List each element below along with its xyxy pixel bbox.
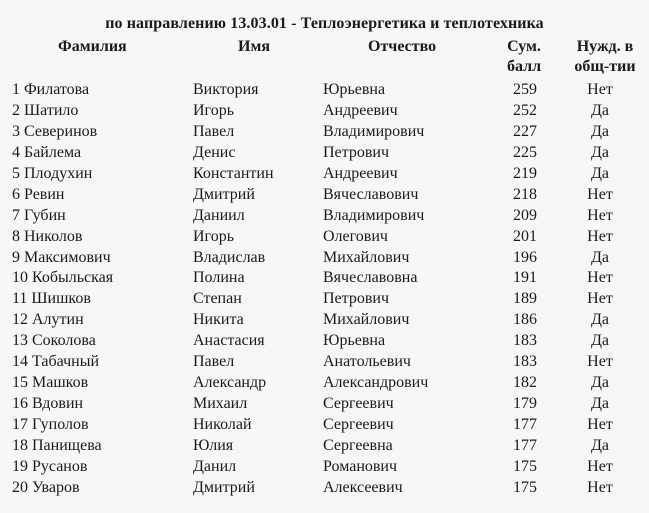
row-number: 18 [12, 436, 28, 454]
middle-name-cell: Андреевич [323, 164, 398, 182]
last-name-cell: Панищева [32, 436, 102, 454]
last-name-cell: Машков [32, 374, 89, 392]
row-number-and-last-name [12, 101, 78, 121]
score-cell: 201 [513, 227, 537, 245]
dormitory-need-cell: Да [590, 311, 609, 329]
middle-name-cell: Александрович [323, 374, 429, 392]
row-number-and-last-name [12, 310, 84, 330]
first-name-cell: Игорь [193, 101, 235, 119]
row-number: 3 [12, 122, 20, 140]
score-cell: 183 [513, 353, 537, 371]
row-number: 14 [12, 353, 28, 371]
header-score-line1: Сум. [507, 38, 541, 55]
row-number: 11 [12, 290, 28, 308]
table-row [0, 331, 649, 352]
middle-name-cell: Сергеевна [323, 436, 393, 454]
row-number-and-last-name [12, 164, 92, 184]
row-number-and-last-name [12, 185, 64, 205]
first-name-cell: Полина [193, 269, 245, 287]
row-number-and-last-name [12, 248, 111, 268]
row-number: 8 [12, 227, 20, 245]
middle-name-cell: Алексеевич [323, 478, 403, 496]
first-name-cell: Константин [193, 164, 274, 182]
header-first-name: Имя [238, 38, 270, 55]
dormitory-need-cell: Да [590, 374, 609, 392]
table-row [0, 80, 649, 101]
row-number: 2 [12, 101, 20, 119]
row-number-and-last-name [12, 268, 113, 288]
row-number: 9 [12, 248, 20, 266]
first-name-cell: Дмитрий [193, 478, 255, 496]
middle-name-cell: Вячеславович [323, 185, 419, 203]
row-number: 17 [12, 416, 28, 433]
first-name-cell: Денис [193, 143, 236, 161]
table-row [0, 352, 649, 373]
dormitory-need-cell: Нет [587, 457, 613, 475]
first-name-cell: Виктория [193, 81, 259, 98]
score-cell: 177 [513, 436, 537, 454]
dormitory-need-cell: Да [590, 122, 609, 140]
row-number: 5 [12, 164, 20, 182]
header-score-line2: балл [506, 58, 542, 75]
row-number-and-last-name [12, 352, 99, 372]
middle-name-cell: Андреевич [323, 101, 398, 119]
middle-name-cell: Владимирович [323, 206, 425, 224]
first-name-cell: Даниил [193, 206, 245, 224]
header-need-line2: общ-тии [574, 58, 636, 75]
row-number-and-last-name [12, 415, 89, 435]
last-name-cell: Филатова [24, 81, 90, 98]
row-number-and-last-name [12, 373, 88, 393]
first-name-cell: Степан [193, 290, 242, 308]
row-number: 19 [12, 457, 28, 475]
first-name-cell: Игорь [193, 227, 235, 245]
middle-name-cell: Романович [323, 457, 398, 475]
last-name-cell: Шатило [24, 101, 79, 119]
dormitory-need-cell: Да [590, 248, 609, 266]
dormitory-need-cell: Нет [587, 353, 613, 371]
page-title: по направлению 13.03.01 - Теплоэнергетика и теплотехника [105, 15, 544, 32]
dormitory-need-cell: Нет [587, 290, 613, 308]
row-number: 12 [12, 311, 28, 329]
score-cell: 252 [513, 101, 537, 119]
middle-name-cell: Сергеевич [323, 416, 394, 433]
last-name-cell: Алутин [32, 311, 84, 329]
score-cell: 191 [513, 269, 537, 287]
row-number-and-last-name [12, 206, 66, 226]
dormitory-need-cell: Нет [587, 206, 613, 224]
header-need-line1: Нужд. в [576, 38, 634, 55]
middle-name-cell: Петрович [323, 143, 390, 161]
row-number: 1 [12, 81, 20, 98]
last-name-cell: Русанов [32, 457, 88, 475]
middle-name-cell: Владимирович [323, 122, 425, 140]
row-number-and-last-name [12, 80, 89, 100]
last-name-cell: Плодухин [24, 164, 93, 182]
table-row [0, 373, 649, 394]
table-row [0, 164, 649, 185]
score-cell: 186 [513, 311, 537, 329]
dormitory-need-cell: Нет [587, 478, 613, 496]
table-body [0, 80, 649, 499]
middle-name-cell: Юрьевна [323, 81, 386, 98]
last-name-cell: Соколова [32, 332, 96, 350]
table-row [0, 206, 649, 227]
score-cell: 179 [513, 395, 537, 413]
middle-name-cell: Михайлович [323, 248, 410, 266]
table-row [0, 289, 649, 310]
score-cell: 196 [513, 248, 537, 266]
table-row [0, 457, 649, 478]
last-name-cell: Губин [24, 206, 66, 224]
first-name-cell: Дмитрий [193, 185, 255, 203]
first-name-cell: Владислав [193, 248, 266, 266]
table-row [0, 101, 649, 122]
score-cell: 259 [513, 81, 537, 98]
last-name-cell: Максимович [24, 248, 111, 266]
table-row [0, 394, 649, 415]
dormitory-need-cell: Да [590, 143, 609, 161]
table-row [0, 310, 649, 331]
row-number: 10 [12, 269, 28, 287]
middle-name-cell: Петрович [323, 290, 390, 308]
row-number-and-last-name [12, 331, 96, 351]
table-row [0, 478, 649, 499]
row-number: 4 [12, 143, 20, 161]
row-number-and-last-name [12, 436, 102, 456]
row-number: 6 [12, 185, 20, 203]
first-name-cell: Николай [193, 416, 252, 433]
table-row [0, 436, 649, 457]
table-row [0, 143, 649, 164]
first-name-cell: Данил [193, 457, 237, 475]
header-score [497, 37, 551, 77]
score-cell: 189 [513, 290, 537, 308]
middle-name-cell: Анатольевич [323, 353, 411, 371]
table-row [0, 248, 649, 269]
first-name-cell: Юлия [193, 436, 234, 454]
last-name-cell: Гуполов [32, 416, 89, 433]
score-cell: 177 [513, 416, 537, 433]
dormitory-need-cell: Да [590, 164, 609, 182]
table-row [0, 415, 649, 436]
row-number-and-last-name [12, 457, 87, 477]
first-name-cell: Павел [193, 353, 235, 371]
dormitory-need-cell: Нет [587, 269, 613, 287]
first-name-cell: Павел [193, 122, 235, 140]
table-row [0, 185, 649, 206]
last-name-cell: Северинов [24, 122, 98, 140]
row-number-and-last-name [12, 227, 82, 247]
header-middle-name: Отчество [368, 38, 437, 55]
row-number: 13 [12, 332, 28, 350]
middle-name-cell: Олегович [323, 227, 388, 245]
first-name-cell: Никита [193, 311, 244, 329]
last-name-cell: Ревин [24, 185, 65, 203]
last-name-cell: Вдовин [32, 395, 84, 413]
score-cell: 219 [513, 164, 537, 182]
row-number: 16 [12, 395, 28, 413]
score-cell: 227 [513, 122, 537, 140]
first-name-cell: Михаил [193, 395, 248, 413]
header-dormitory-need [565, 37, 645, 77]
row-number-and-last-name [12, 478, 80, 498]
score-cell: 183 [513, 332, 537, 350]
middle-name-cell: Юрьевна [323, 332, 386, 350]
middle-name-cell: Вячеславовна [323, 269, 418, 287]
score-cell: 209 [513, 206, 537, 224]
table-row [0, 227, 649, 248]
dormitory-need-cell: Да [590, 101, 609, 119]
score-cell: 175 [513, 457, 537, 475]
dormitory-need-cell: Да [590, 395, 609, 413]
row-number-and-last-name [12, 143, 81, 163]
header-last-name: Фамилия [58, 38, 127, 55]
last-name-cell: Байлема [24, 143, 82, 161]
dormitory-need-cell: Да [590, 436, 609, 454]
score-cell: 182 [513, 374, 537, 392]
row-number: 15 [12, 374, 28, 392]
table-header [0, 37, 649, 79]
score-cell: 225 [513, 143, 537, 161]
last-name-cell: Уваров [32, 478, 80, 496]
middle-name-cell: Михайлович [323, 311, 410, 329]
dormitory-need-cell: Нет [587, 81, 613, 98]
row-number: 7 [12, 206, 20, 224]
score-cell: 175 [513, 478, 537, 496]
last-name-cell: Шишков [31, 290, 91, 308]
last-name-cell: Николов [24, 227, 83, 245]
row-number-and-last-name [12, 122, 97, 142]
row-number-and-last-name [12, 289, 91, 309]
first-name-cell: Александр [193, 374, 267, 392]
table-row [0, 268, 649, 289]
row-number: 20 [12, 478, 28, 496]
dormitory-need-cell: Нет [587, 416, 613, 433]
dormitory-need-cell: Нет [587, 227, 613, 245]
middle-name-cell: Сергеевич [323, 395, 394, 413]
first-name-cell: Анастасия [193, 332, 265, 350]
last-name-cell: Кобыльская [32, 269, 114, 287]
row-number-and-last-name [12, 394, 83, 414]
dormitory-need-cell: Да [590, 332, 609, 350]
score-cell: 218 [513, 185, 537, 203]
last-name-cell: Табачный [32, 353, 99, 371]
table-row [0, 122, 649, 143]
dormitory-need-cell: Нет [587, 185, 613, 203]
